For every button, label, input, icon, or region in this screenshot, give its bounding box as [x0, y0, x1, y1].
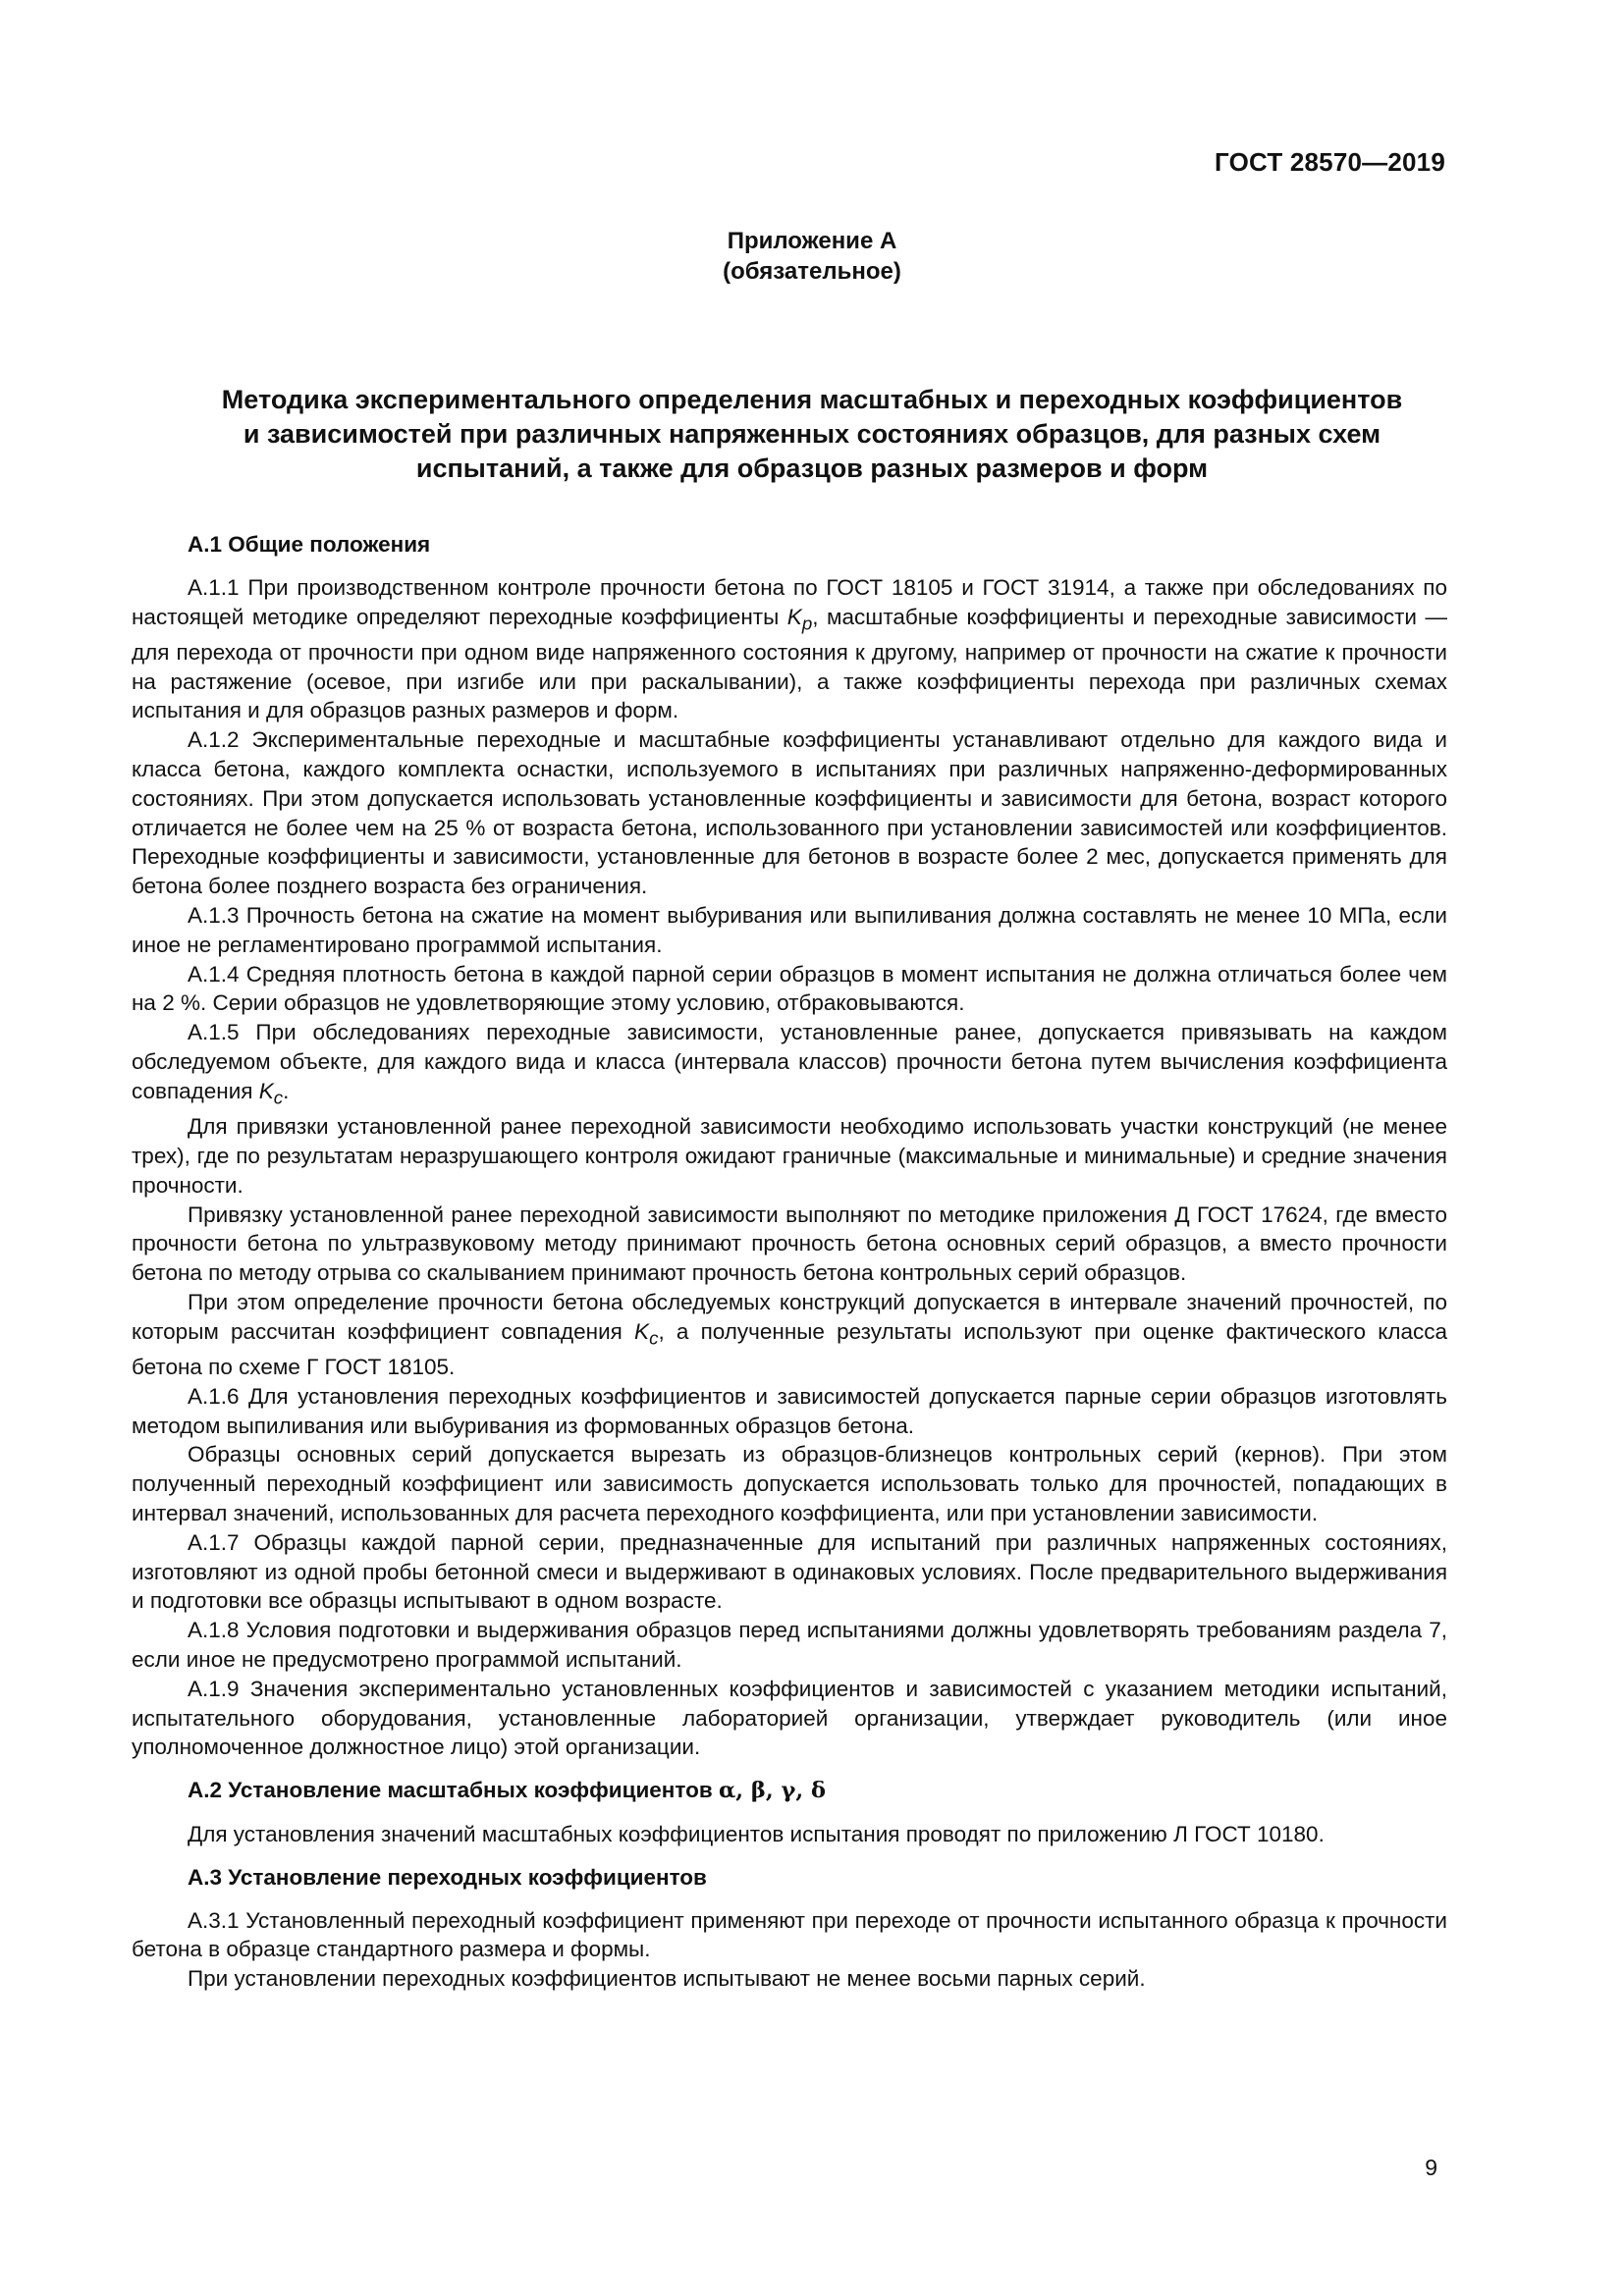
paragraph-a1-4: А.1.4 Средняя плотность бетона в каждой парной серии образцов в момент испытания не должна отличаться более чем на 2 %. Серии образцов не удовлетворяющие этому условию, отбраковываются. — [132, 961, 1447, 1016]
coefficient-symbol: $K_c$ — [258, 1078, 284, 1108]
document-code: ГОСТ 28570—2019 — [1215, 147, 1445, 177]
title-line: испытаний, а также для образцов разных размеров и форм — [415, 454, 1209, 483]
paragraph-a3-1: А.3.1 Установленный переходный коэффициент применяют при переходе от прочности испытанного образца к прочности бетона в образце стандартного размера и формы. — [132, 1907, 1447, 1962]
title-line: Методика экспериментального определения масштабных и переходных коэффициентов — [221, 385, 1403, 414]
paragraph-a1-7: А.1.7 Образцы каждой парной серии, предназначенные для испытаний при различных напряженных состояниях, изготовляют из одной пробы бетонной смеси и выдерживают в одинаковых условиях. После предварительного выдерживания и подготовки все образцы испытывают в одном возрасте. — [132, 1529, 1447, 1614]
paragraph-a1-2: А.1.2 Экспериментальные переходные и масштабные коэффициенты устанавливают отдельно для каждого вида и класса бетона, каждого комплекта оснастки, используемого в испытаниях при различных напряженно-деформированных состояниях. При этом допускается использовать установленные коэффициенты и зависимости для бетона, возраст которого отличается не более чем на 25 % от возраста бетона, использованного при установлении зависимостей или коэффициентов. Переходные коэффициенты и зависимости, установленные для бетонов в возрасте более 2 мес, допускается применять для бетона более позднего возраста без ограничения. — [132, 727, 1447, 899]
coefficient-symbol: $K_c$ — [634, 1318, 659, 1349]
paragraph-a1-3: А.1.3 Прочность бетона на сжатие на момент выбуривания или выпиливания должна составлять не менее 10 МПа, если иное не регламентировано программой испытания. — [132, 903, 1447, 957]
appendix-status: (обязательное) — [723, 258, 901, 285]
section-heading-a2: А.2 Установление масштабных коэффициентов α, β, γ, δ — [188, 1778, 827, 1804]
appendix-heading — [0, 226, 1624, 287]
paragraph-a1-6-b: Образцы основных серий допускается вырезать из образцов-близнецов контрольных серий (кернов). При этом полученный переходный коэффициент или зависимость допускается использовать только для прочностей, попадающих в интервал значений, использованных для расчета переходного коэффициента, или при установлении зависимости. — [132, 1442, 1447, 1525]
paragraph-a1-6: А.1.6 Для установления переходных коэффициентов и зависимостей допускается парные серии образцов изготовлять методом выпиливания или выбуривания из формованных образцов бетона. — [132, 1383, 1447, 1438]
paragraph-a1-9: А.1.9 Значения экспериментально установленных коэффициентов и зависимостей с указанием методики испытаний, испытательного оборудования, установленные лабораторией организации, утверждает руководитель (или иное уполномоченное должностное лицо) этой организации. — [132, 1676, 1447, 1760]
paragraph-a1-5-b: Для привязки установленной ранее переходной зависимости необходимо использовать участки конструкций (не менее трех), где по результатам неразрушающего контроля ожидают граничные (максимальные и минимальные) и средние значения прочности. — [132, 1114, 1447, 1198]
coefficient-symbol: $K_p$ — [786, 604, 813, 634]
paragraph-a1-8: А.1.8 Условия подготовки и выдерживания образцов перед испытаниями должны удовлетворять требованиям раздела 7, если иное не предусмотрено программой испытаний. — [132, 1618, 1447, 1672]
page-number: 9 — [1425, 2155, 1437, 2180]
greek-symbols: α, β, γ, δ — [718, 1778, 827, 1804]
title-line: и зависимостей при различных напряженных состояниях образцов, для разных схем — [243, 419, 1381, 449]
paragraph-a2-1: Для установления значений масштабных коэффициентов испытания проводят по приложению Л ГОСТ 10180. — [188, 1821, 1325, 1846]
section-heading-a1: А.1 Общие положения — [188, 532, 431, 557]
paragraph-a1-5-c: Привязку установленной ранее переходной зависимости выполняют по методике приложения Д ГОСТ 17624, где вместо прочности бетона по ультразвуковому методу принимают прочность бетона основных серий образцов, а вместо прочности бетона по методу отрыва со скалыванием принимают прочность бетона контрольных серий образцов. — [132, 1201, 1447, 1286]
appendix-title — [147, 383, 1477, 486]
paragraph-a1-1: А.1.1 При производственном контроле прочности бетона по ГОСТ 18105 и ГОСТ 31914, а также при обследованиях по настоящей методике определяют переходные коэффициенты $K_p$, масштабные коэффициенты и переходные зависимости — для перехода от прочности при одном виде напряженного состояния к другому, например от прочности на сжатие к прочности на растяжение (осевое, при изгибе или при раскалывании), а также коэффициенты перехода при различных схемах испытания и для образцов разных размеров и форм. — [132, 574, 1448, 723]
section-heading-a3: А.3 Установление переходных коэффициентов — [188, 1864, 707, 1890]
paragraph-a1-5-d: При этом определение прочности бетона обследуемых конструкций допускается в интервале значений прочностей, по которым рассчитан коэффициент совпадения $K_c$, а полученные результаты используют при оценке фактического класса бетона по схеме Г ГОСТ 18105. — [132, 1289, 1448, 1380]
document-body — [132, 530, 1447, 1994]
paragraph-a1-5: А.1.5 При обследованиях переходные зависимости, установленные ранее, допускается привязывать на каждом обследуемом объекте, для каждого вида и класса (интервала классов) прочности бетона путем вычисления коэффициента совпадения $K_c$. — [132, 1020, 1447, 1108]
appendix-label: Приложение А — [727, 228, 897, 254]
paragraph-a3-1-b: При установлении переходных коэффициентов испытывают не менее восьми парных серий. — [188, 1966, 1146, 1992]
